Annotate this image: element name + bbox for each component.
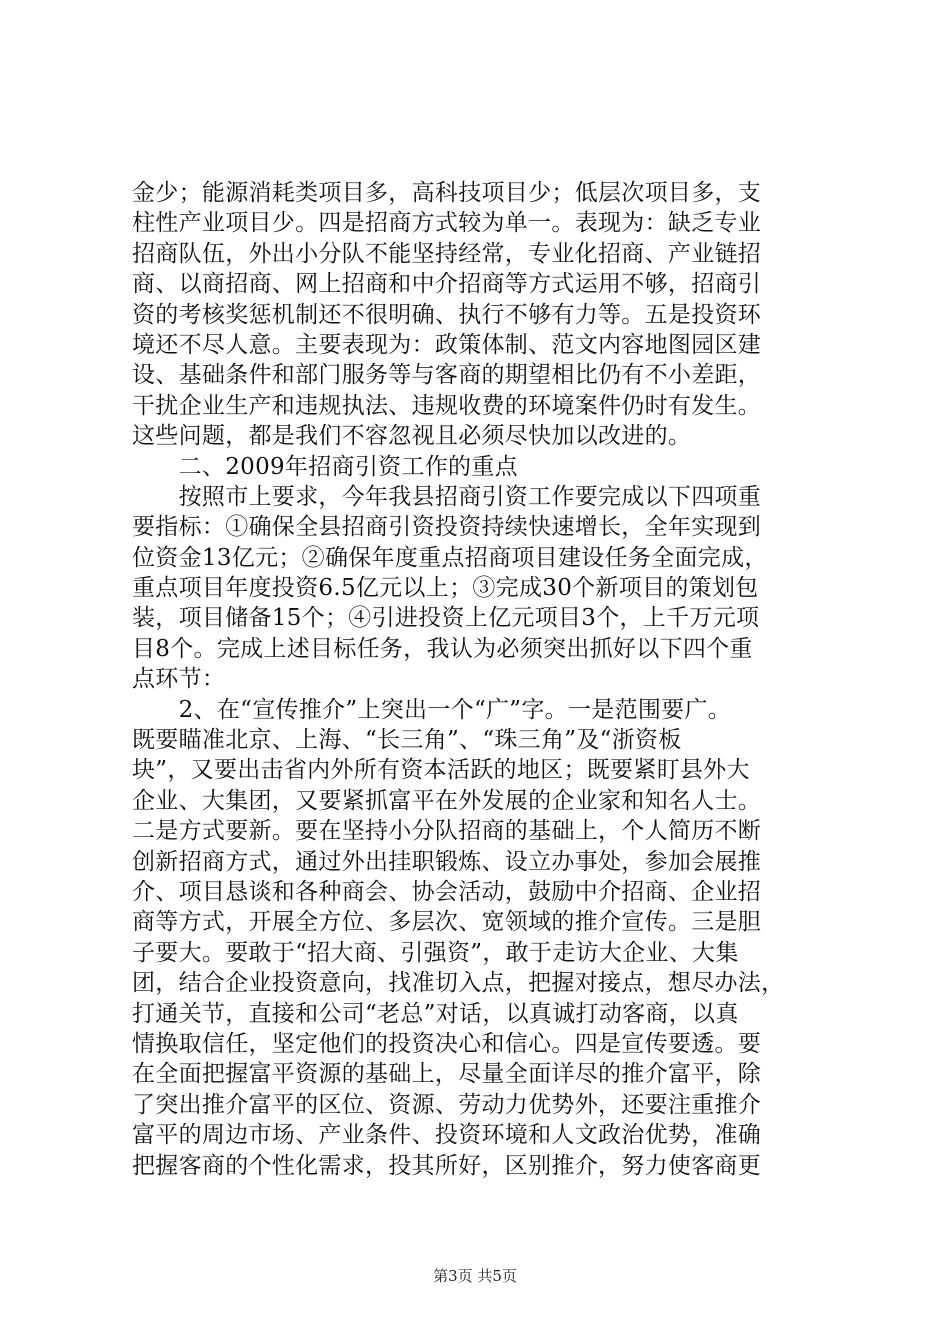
text-line: 资的考核奖惩机制还不很明确、执行不够有力等。五是投资环: [132, 301, 762, 328]
text-line: 这些问题，都是我们不容忽视且必须尽快加以改进的。: [132, 423, 692, 450]
text-line: 在全面把握富平资源的基础上，尽量全面详尽的推介富平，除: [132, 1061, 762, 1088]
text-line: 二是方式要新。要在坚持小分队招商的基础上，个人简历不断: [132, 818, 762, 845]
text-line: 把握客商的个性化需求，投其所好，区别推介，努力使客商更: [132, 1152, 762, 1179]
text-line: 金少；能源消耗类项目多，高科技项目少；低层次项目多，支: [132, 180, 762, 206]
text-line: 块”，又要出击省内外所有资本活跃的地区；既要紧盯县外大: [132, 757, 750, 784]
text-line: 点环节：: [132, 666, 226, 693]
text-line: 子要大。要敢于“招大商、引强资”，敢于走访大企业、大集: [132, 939, 739, 966]
text-line: 团，结合企业投资意向，找准切入点，把握对接点，想尽办法，: [132, 970, 785, 997]
text-line: 商、以商招商、网上招商和中介招商等方式运用不够，招商引: [132, 271, 762, 298]
text-line: 介、项目恳谈和各种商会、协会活动，鼓励中介招商、企业招: [132, 878, 762, 905]
text-line: 企业、大集团，又要紧抓富平在外发展的企业家和知名人士。: [132, 787, 762, 814]
text-line: 富平的周边市场、产业条件、投资环境和人文政治优势，准确: [132, 1122, 762, 1149]
text-line: 设、基础条件和部门服务等与客商的期望相比仍有不小差距，: [132, 362, 762, 389]
text-line: 打通关节，直接和公司“老总”对话，以真诚打动客商，以真: [132, 1000, 739, 1027]
text-line: 柱性产业项目少。四是招商方式较为单一。表现为：缺乏专业: [132, 210, 762, 237]
text-line: 按照市上要求，今年我县招商引资工作要完成以下四项重: [132, 483, 762, 510]
text-line: 既要瞄准北京、上海、“长三角”、“珠三角”及“浙资板: [132, 727, 682, 754]
text-line: 重点项目年度投资6.5亿元以上；③完成30个新项目的策划包: [132, 575, 759, 602]
text-line: 干扰企业生产和违规执法、违规收费的环境案件仍时有发生。: [132, 392, 762, 419]
text-line: 了突出推介富平的区位、资源、劳动力优势外，还要注重推介: [132, 1091, 762, 1118]
body-text: [132, 178, 832, 1181]
text-line: 二、2009年招商引资工作的重点: [132, 453, 518, 480]
text-line: 要指标：①确保全县招商引资投资持续快速增长，全年实现到: [132, 514, 762, 541]
text-line: 目8个。完成上述目标任务，我认为必须突出抓好以下四个重: [132, 635, 753, 662]
text-line: 装，项目储备15个；④引进投资上亿元项目3个，上千万元项: [132, 605, 760, 632]
text-line: 情换取信任，坚定他们的投资决心和信心。四是宣传要透。要: [132, 1030, 762, 1057]
text-line: 境还不尽人意。主要表现为：政策体制、范文内容地图园区建: [132, 331, 762, 358]
text-line: 创新招商方式，通过外出挂职锻炼、设立办事处，参加会展推: [132, 848, 762, 875]
text-line: 2、在“宣传推介”上突出一个“广”字。一是范围要广。: [132, 696, 732, 723]
page-footer: 第3页 共5页: [433, 1267, 517, 1285]
text-line: 位资金13亿元；②确保年度重点招商项目建设任务全面完成，: [132, 544, 768, 571]
text-line: 商等方式，开展全方位、多层次、宽领域的推介宣传。三是胆: [132, 909, 762, 936]
text-line: 招商队伍，外出小分队不能坚持经常，专业化招商、产业链招: [132, 240, 762, 267]
